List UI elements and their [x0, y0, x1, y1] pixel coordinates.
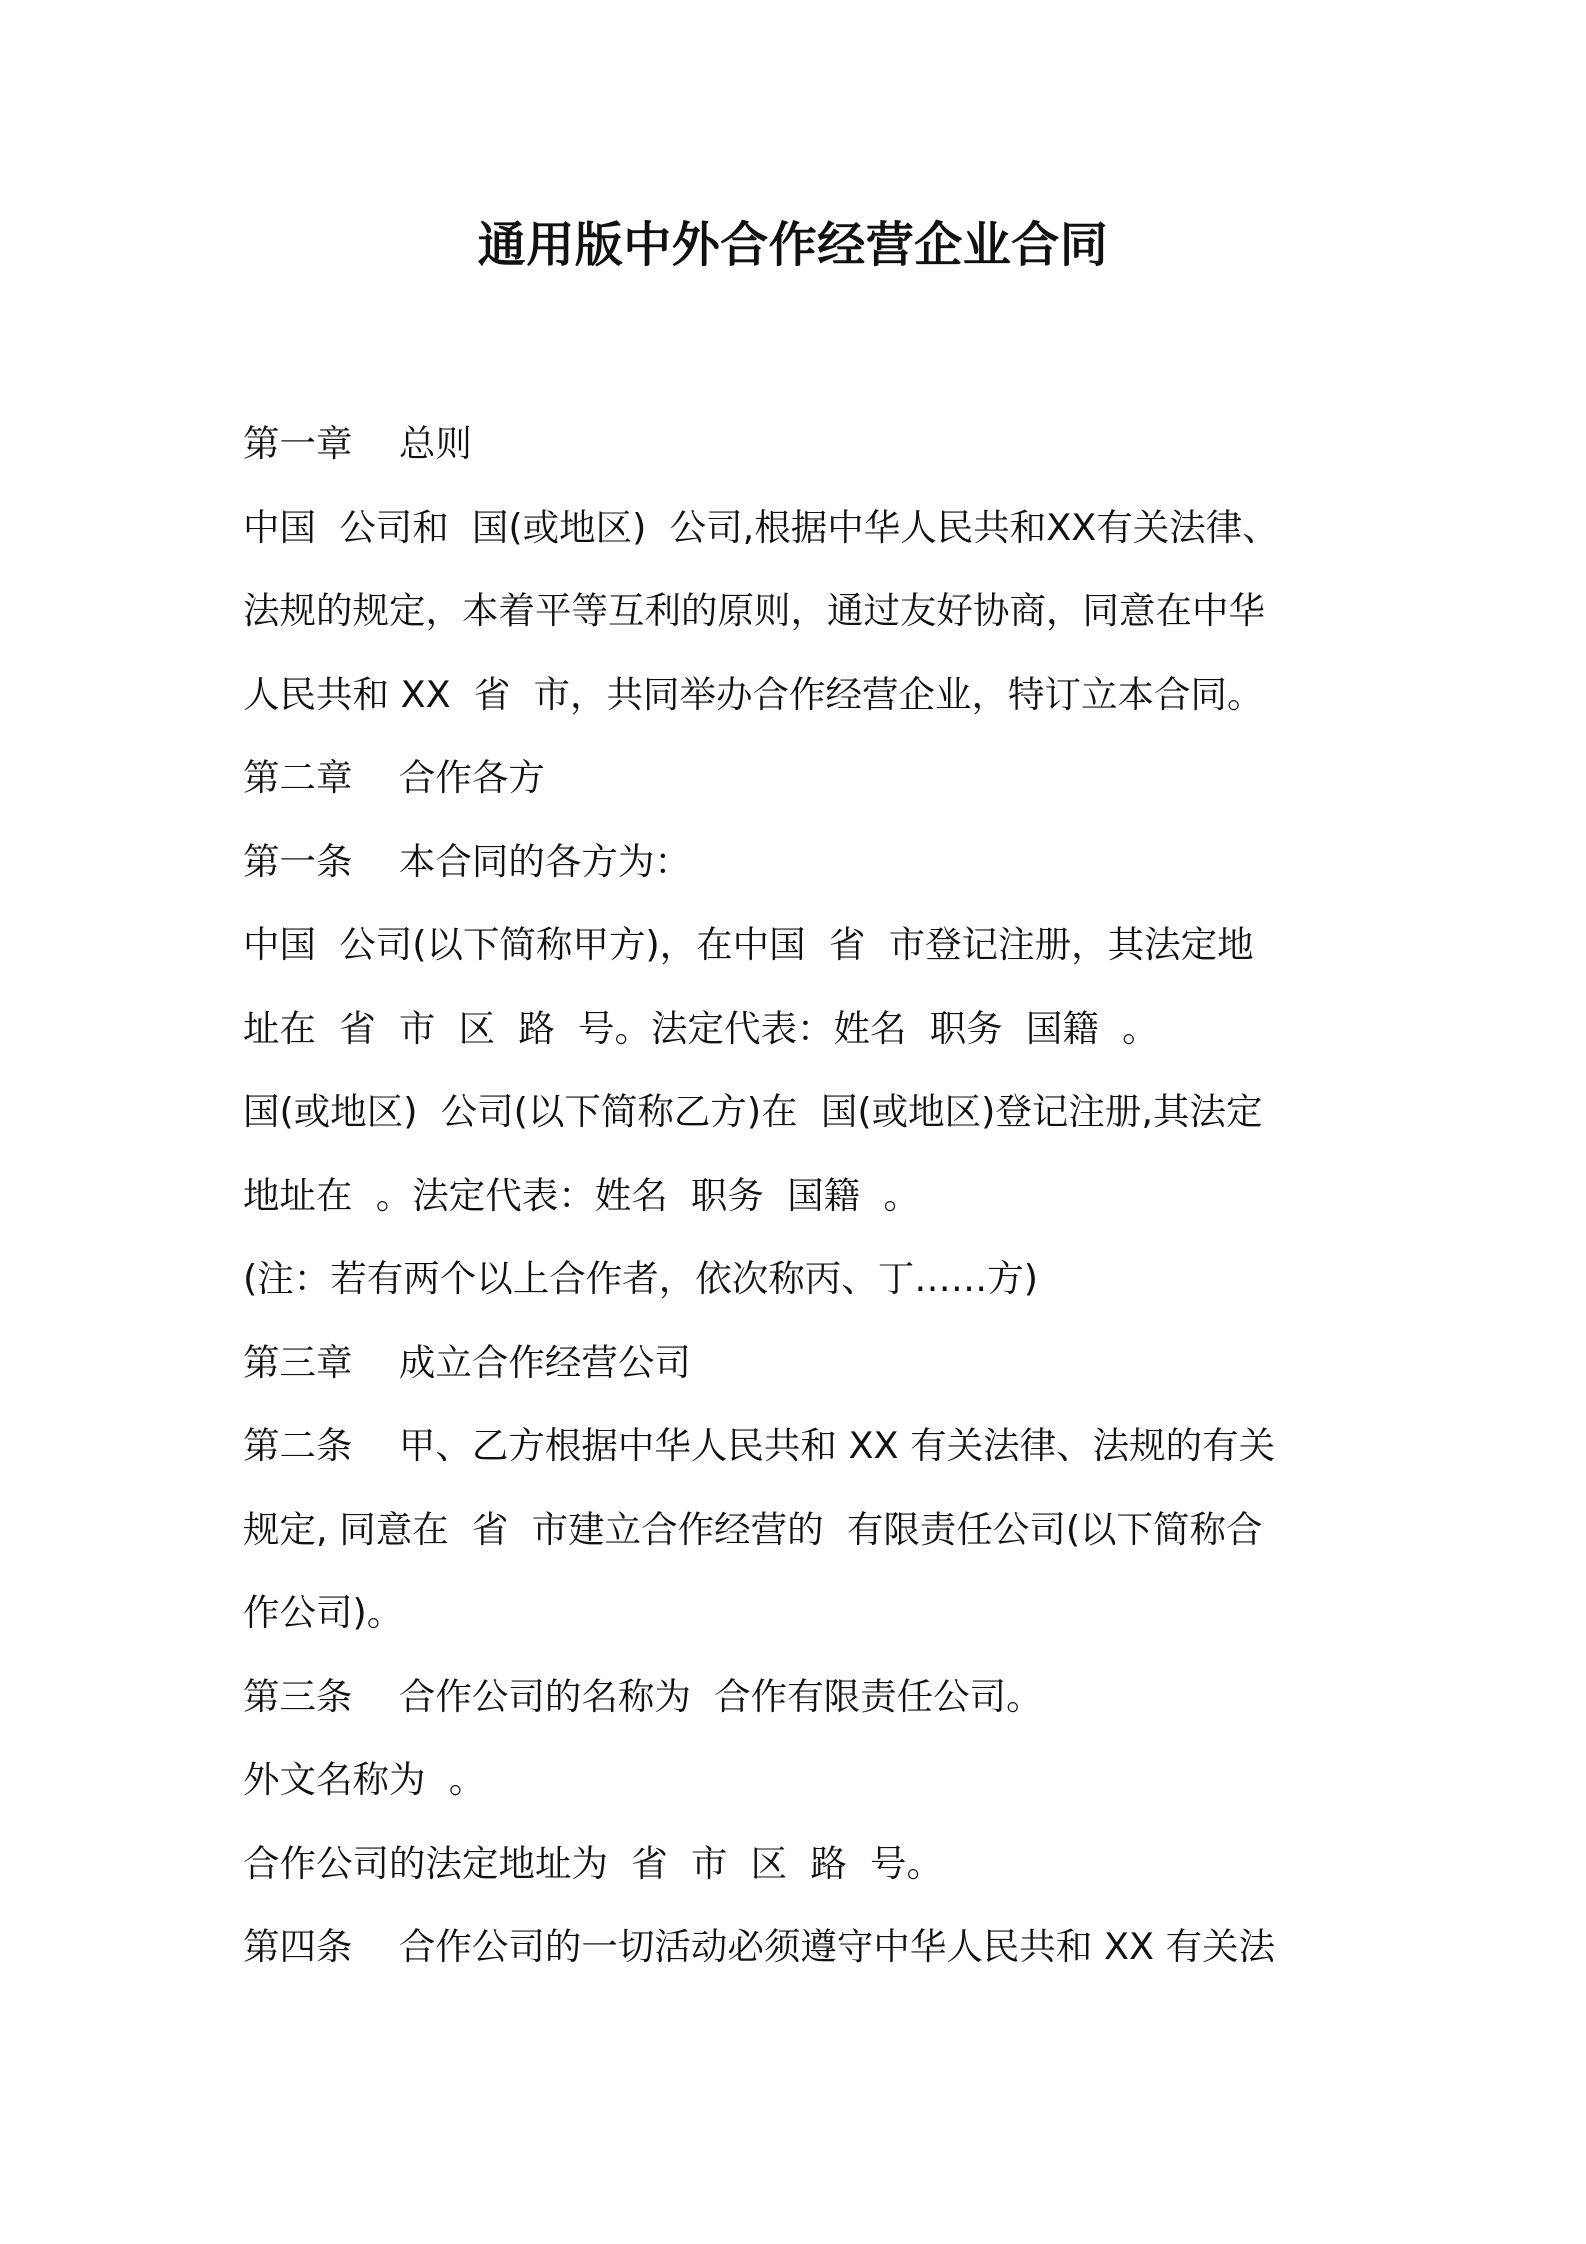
paragraph-line: 国(或地区) 公司(以下简称乙方)在 国(或地区)登记注册,其法定 [243, 1090, 1263, 1133]
paragraph-line: 人民共和 XX 省 市，共同举办合作经营企业，特订立本合同。 [243, 672, 1264, 716]
paragraph-line: 合作公司的法定地址为 省 市 区 路 号。 [243, 1841, 944, 1885]
note-line: (注：若有两个以上合作者，依次称丙、丁……方) [243, 1257, 1038, 1300]
paragraph-line: 规定, 同意在 省 市建立合作经营的 有限责任公司(以下简称合 [243, 1507, 1263, 1551]
paragraph-line: 外文名称为 。 [243, 1758, 486, 1801]
article-1-heading: 第一条 本合同的各方为： [243, 839, 691, 883]
paragraph-line: 作公司)。 [243, 1591, 404, 1634]
paragraph-line: 址在 省 市 区 路 号。法定代表：姓名 职务 国籍 。 [243, 1006, 1159, 1050]
article-2-line: 第二条 甲、乙方根据中华人民共和 XX 有关法律、法规的有关 [243, 1424, 1276, 1467]
paragraph-line: 中国 公司(以下简称甲方)，在中国 省 市登记注册，其法定地 [243, 923, 1254, 966]
document-body [243, 402, 1363, 1989]
paragraph-line: 地址在 。法定代表：姓名 职务 国籍 。 [243, 1173, 920, 1217]
chapter-3-heading: 第三章 成立合作经营公司 [243, 1340, 691, 1384]
chapter-1-heading: 第一章 总则 [243, 422, 472, 465]
paragraph-line: 法规的规定，本着平等互利的原则，通过友好协商，同意在中华 [243, 589, 1265, 632]
paragraph-line: 中国 公司和 国(或地区) 公司,根据中华人民共和XX有关法律、 [243, 505, 1279, 549]
chapter-2-heading: 第二章 合作各方 [243, 756, 545, 799]
document-title: 通用版中外合作经营企业合同 [477, 217, 1109, 273]
article-3-line: 第三条 合作公司的名称为 合作有限责任公司。 [243, 1674, 1043, 1718]
article-4-line: 第四条 合作公司的一切活动必须遵守中华人民共和 XX 有关法 [243, 1925, 1276, 1968]
